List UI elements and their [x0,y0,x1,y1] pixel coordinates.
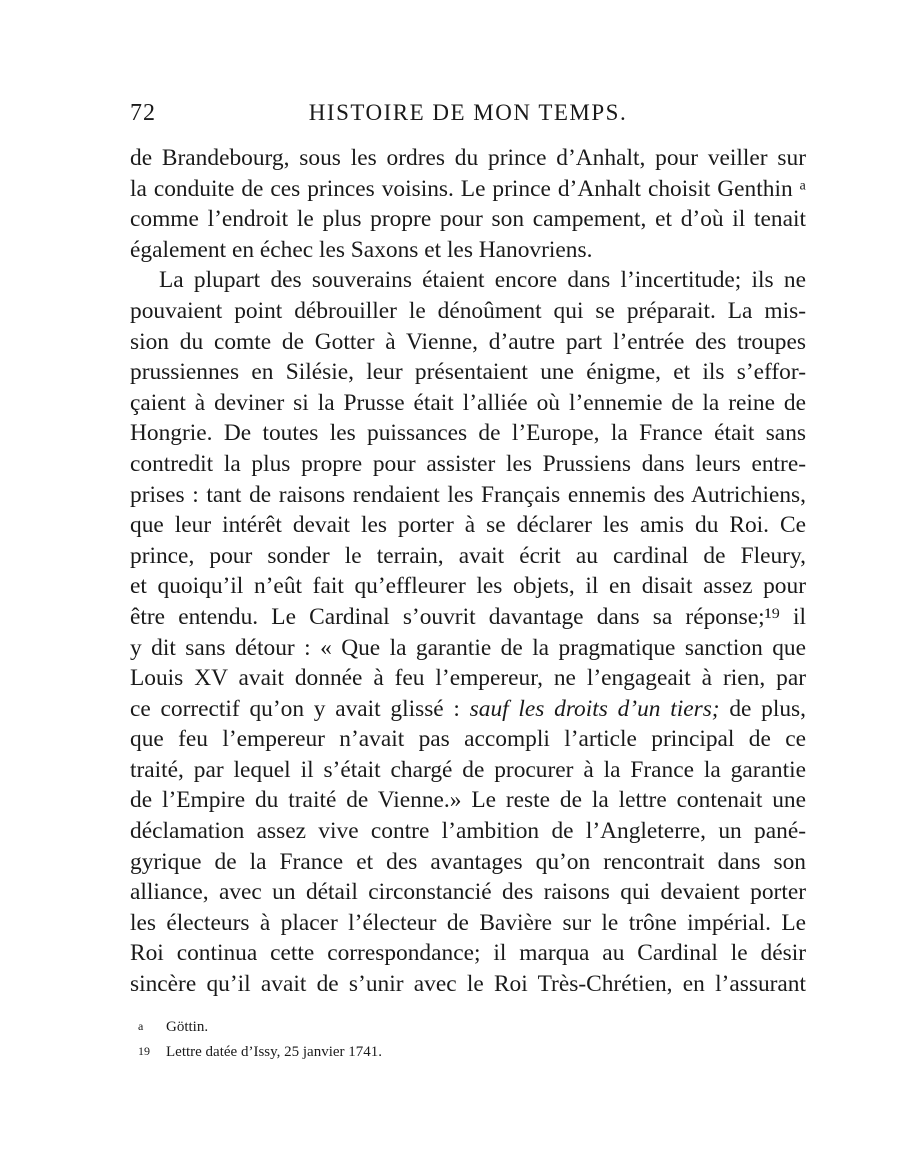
text-line: y dit sans détour : « Que la garantie de la pragmatique sanction que [130,634,806,661]
text-line: contredit la plus propre pour assister les Prussiens dans leurs entre- [130,450,806,477]
text-line: traité, par lequel il s’était chargé de procurer à la France la garantie [130,756,806,783]
running-header [130,100,806,134]
text-line: çaient à deviner si la Prusse était l’alliée où l’ennemie de la reine de [130,389,806,416]
text-line: comme l’endroit le plus propre pour son campement, et d’où il tenait [130,206,806,233]
footnote-mark: 19 [138,1044,150,1058]
text-line: de l’Empire du traité de Vienne.» Le reste de la lettre contenait une [130,787,806,814]
text-line: Louis XV avait donnée à feu l’empereur, ne l’engageait à rien, par [130,665,806,692]
text-line: gyrique de la France et des avantages qu’on rencontrait dans son [130,848,806,875]
text-line: La plupart des souverains étaient encore dans l’incertitude; ils ne [159,267,806,294]
text-line: sincère qu’il avait de s’unir avec le Roi Très-Chrétien, en l’assurant [130,971,806,998]
text-line: pouvaient point débrouiller le dénoûment qui se préparait. La mis- [130,297,806,324]
text-run: ce correctif qu’on y avait glissé : [130,695,470,722]
text-line: les électeurs à placer l’électeur de Bavière sur le trône impérial. Le [130,909,806,936]
text-line: prises : tant de raisons rendaient les Français ennemis des Autrichiens, [130,481,806,508]
page-number: 72 [130,100,156,126]
text-line: prince, pour sonder le terrain, avait écrit au cardinal de Fleury, [130,542,806,569]
footnotes [138,1014,798,1064]
text-line: Hongrie. De toutes les puissances de l’Europe, la France était sans [130,420,806,447]
text-line: déclamation assez vive contre l’ambition de l’Angleterre, un pané- [130,818,806,845]
text-line: alliance, avec un détail circonstancié des raisons qui devaient porter [130,879,806,906]
text-line: également en échec les Saxons et les Hanovriens. [130,236,593,263]
footnote [138,1014,798,1039]
footnote-text: Göttin. [166,1019,209,1035]
text-line: Roi continua cette correspondance; il marqua au Cardinal le désir [130,940,806,967]
text-line: prussiennes en Silésie, leur présentaient une énigme, et ils s’effor- [130,359,806,386]
italic-quote: sauf les droits d’un tiers; [469,695,720,722]
text-line: que leur intérêt devait les porter à se déclarer les amis du Roi. Ce [130,512,806,539]
footnote-text: Lettre datée d’Issy, 25 janvier 1741. [166,1044,383,1060]
text-line: sion du comte de Gotter à Vienne, d’autre part l’entrée des troupes [130,328,806,355]
text-line: être entendu. Le Cardinal s’ouvrit davantage dans sa réponse;¹⁹ il [130,603,806,630]
text-line: que feu l’empereur n’avait pas accompli l’article principal de ce [130,726,806,753]
footnote-mark: a [138,1019,144,1033]
text-line: la conduite de ces princes voisins. Le prince d’Anhalt choisit Genthin ᵃ [130,175,806,202]
text-line: et quoiqu’il n’eût fait qu’effleurer les objets, il en disait assez pour [130,573,806,600]
footnote [138,1039,798,1064]
text-run: de plus, [719,695,806,722]
text-line: de Brandebourg, sous les ordres du prince d’Anhalt, pour veiller sur [130,145,806,171]
text-line-with-italic [130,694,806,725]
body-text [130,143,806,1000]
running-title: HISTOIRE DE MON TEMPS. [308,100,628,125]
